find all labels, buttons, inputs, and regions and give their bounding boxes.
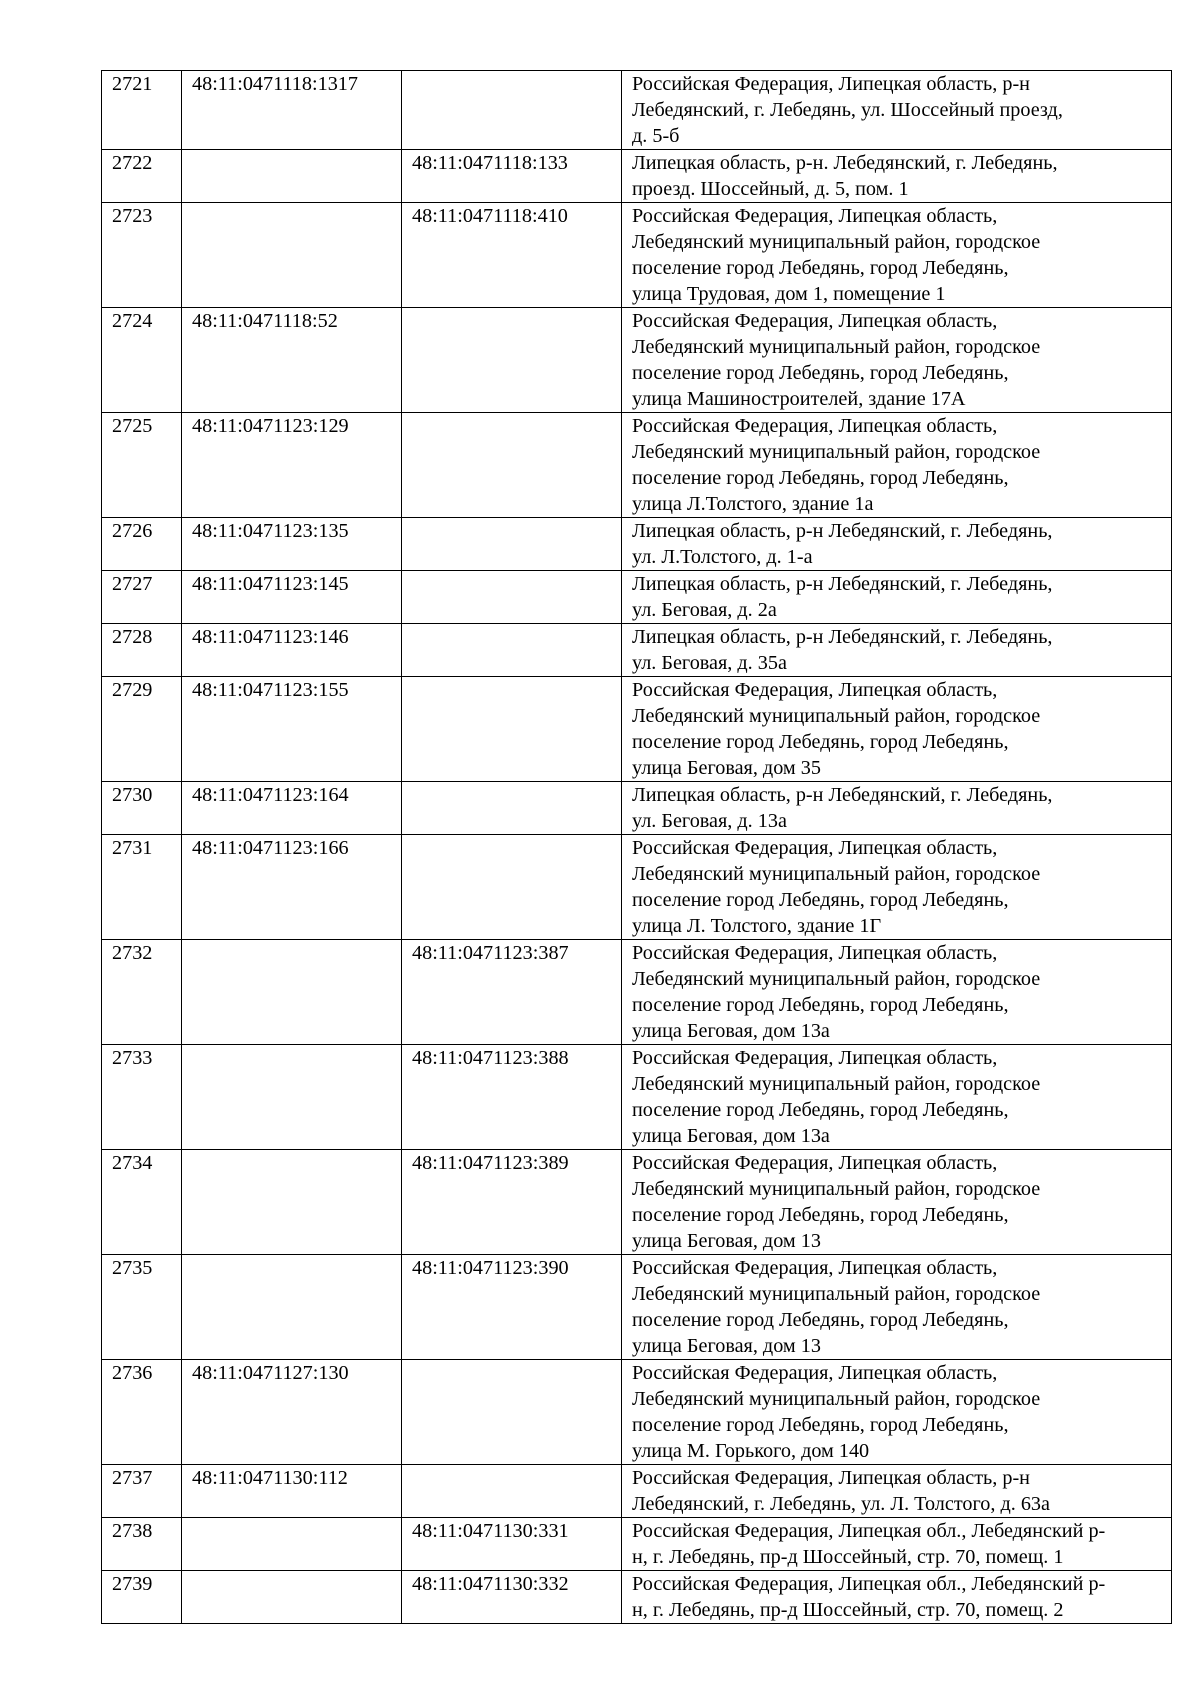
table-row xyxy=(102,203,1172,308)
table-row xyxy=(102,571,1172,624)
address-cell: Российская Федерация, Липецкая область, р-н Лебедянский, г. Лебедянь, ул. Шоссейный проезд, д. 5-б xyxy=(622,71,1172,150)
building-cadastral-number-cell: 48:11:0471130:331 xyxy=(402,1518,622,1571)
table-row xyxy=(102,835,1172,940)
table-row xyxy=(102,1150,1172,1255)
land-cadastral-number-cell xyxy=(182,203,402,308)
building-cadastral-number-cell xyxy=(402,677,622,782)
table-row xyxy=(102,782,1172,835)
row-number-cell: 2735 xyxy=(102,1255,182,1360)
land-cadastral-number-cell xyxy=(182,1255,402,1360)
land-cadastral-number-cell xyxy=(182,940,402,1045)
building-cadastral-number-cell xyxy=(402,835,622,940)
row-number-cell: 2739 xyxy=(102,1571,182,1624)
row-number-cell: 2729 xyxy=(102,677,182,782)
row-number-cell: 2727 xyxy=(102,571,182,624)
address-cell: Российская Федерация, Липецкая область, Лебедянский муниципальный район, городское поселение город Лебедянь, город Лебедянь, улица Л.Толстого, здание 1а xyxy=(622,413,1172,518)
address-cell: Липецкая область, р-н. Лебедянский, г. Лебедянь, проезд. Шоссейный, д. 5, пом. 1 xyxy=(622,150,1172,203)
building-cadastral-number-cell: 48:11:0471123:390 xyxy=(402,1255,622,1360)
row-number-cell: 2730 xyxy=(102,782,182,835)
address-cell: Российская Федерация, Липецкая область, Лебедянский муниципальный район, городское поселение город Лебедянь, город Лебедянь, улица Машиностроителей, здание 17А xyxy=(622,308,1172,413)
table-row xyxy=(102,677,1172,782)
land-cadastral-number-cell: 48:11:0471118:52 xyxy=(182,308,402,413)
row-number-cell: 2728 xyxy=(102,624,182,677)
table-row xyxy=(102,940,1172,1045)
registry-table xyxy=(101,70,1172,1624)
table-row xyxy=(102,518,1172,571)
row-number-cell: 2722 xyxy=(102,150,182,203)
address-cell: Российская Федерация, Липецкая область, Лебедянский муниципальный район, городское поселение город Лебедянь, город Лебедянь, улица Трудовая, дом 1, помещение 1 xyxy=(622,203,1172,308)
building-cadastral-number-cell: 48:11:0471123:389 xyxy=(402,1150,622,1255)
address-cell: Российская Федерация, Липецкая область, Лебедянский муниципальный район, городское поселение город Лебедянь, город Лебедянь, улица Беговая, дом 13 xyxy=(622,1255,1172,1360)
table-row xyxy=(102,1360,1172,1465)
address-cell: Российская Федерация, Липецкая обл., Лебедянский р- н, г. Лебедянь, пр-д Шоссейный, стр. 70, помещ. 1 xyxy=(622,1518,1172,1571)
address-cell: Липецкая область, р-н Лебедянский, г. Лебедянь, ул. Л.Толстого, д. 1-а xyxy=(622,518,1172,571)
address-cell: Липецкая область, р-н Лебедянский, г. Лебедянь, ул. Беговая, д. 2а xyxy=(622,571,1172,624)
building-cadastral-number-cell: 48:11:0471123:388 xyxy=(402,1045,622,1150)
table-row xyxy=(102,1465,1172,1518)
building-cadastral-number-cell xyxy=(402,1465,622,1518)
address-cell: Российская Федерация, Липецкая обл., Лебедянский р- н, г. Лебедянь, пр-д Шоссейный, стр. 70, помещ. 2 xyxy=(622,1571,1172,1624)
land-cadastral-number-cell: 48:11:0471127:130 xyxy=(182,1360,402,1465)
land-cadastral-number-cell: 48:11:0471123:166 xyxy=(182,835,402,940)
building-cadastral-number-cell: 48:11:0471123:387 xyxy=(402,940,622,1045)
row-number-cell: 2731 xyxy=(102,835,182,940)
address-cell: Российская Федерация, Липецкая область, Лебедянский муниципальный район, городское поселение город Лебедянь, город Лебедянь, улица Л. Толстого, здание 1Г xyxy=(622,835,1172,940)
land-cadastral-number-cell xyxy=(182,1045,402,1150)
land-cadastral-number-cell: 48:11:0471118:1317 xyxy=(182,71,402,150)
land-cadastral-number-cell xyxy=(182,1518,402,1571)
row-number-cell: 2733 xyxy=(102,1045,182,1150)
address-cell: Российская Федерация, Липецкая область, Лебедянский муниципальный район, городское поселение город Лебедянь, город Лебедянь, улица Беговая, дом 13а xyxy=(622,940,1172,1045)
building-cadastral-number-cell xyxy=(402,624,622,677)
land-cadastral-number-cell xyxy=(182,1150,402,1255)
building-cadastral-number-cell: 48:11:0471130:332 xyxy=(402,1571,622,1624)
address-cell: Российская Федерация, Липецкая область, Лебедянский муниципальный район, городское поселение город Лебедянь, город Лебедянь, улица Беговая, дом 13а xyxy=(622,1045,1172,1150)
row-number-cell: 2734 xyxy=(102,1150,182,1255)
row-number-cell: 2725 xyxy=(102,413,182,518)
building-cadastral-number-cell xyxy=(402,308,622,413)
row-number-cell: 2736 xyxy=(102,1360,182,1465)
table-row xyxy=(102,624,1172,677)
table-row xyxy=(102,413,1172,518)
row-number-cell: 2732 xyxy=(102,940,182,1045)
table-row xyxy=(102,1518,1172,1571)
row-number-cell: 2723 xyxy=(102,203,182,308)
address-cell: Российская Федерация, Липецкая область, Лебедянский муниципальный район, городское поселение город Лебедянь, город Лебедянь, улица М. Горького, дом 140 xyxy=(622,1360,1172,1465)
address-cell: Липецкая область, р-н Лебедянский, г. Лебедянь, ул. Беговая, д. 35а xyxy=(622,624,1172,677)
land-cadastral-number-cell: 48:11:0471123:155 xyxy=(182,677,402,782)
land-cadastral-number-cell xyxy=(182,1571,402,1624)
address-cell: Российская Федерация, Липецкая область, Лебедянский муниципальный район, городское поселение город Лебедянь, город Лебедянь, улица Беговая, дом 13 xyxy=(622,1150,1172,1255)
row-number-cell: 2724 xyxy=(102,308,182,413)
address-cell: Липецкая область, р-н Лебедянский, г. Лебедянь, ул. Беговая, д. 13а xyxy=(622,782,1172,835)
land-cadastral-number-cell: 48:11:0471123:135 xyxy=(182,518,402,571)
building-cadastral-number-cell xyxy=(402,571,622,624)
table-row xyxy=(102,1255,1172,1360)
table-row xyxy=(102,1571,1172,1624)
land-cadastral-number-cell xyxy=(182,150,402,203)
row-number-cell: 2726 xyxy=(102,518,182,571)
land-cadastral-number-cell: 48:11:0471123:129 xyxy=(182,413,402,518)
building-cadastral-number-cell xyxy=(402,518,622,571)
address-cell: Российская Федерация, Липецкая область, р-н Лебедянский, г. Лебедянь, ул. Л. Толстого, д. 63а xyxy=(622,1465,1172,1518)
row-number-cell: 2721 xyxy=(102,71,182,150)
land-cadastral-number-cell: 48:11:0471123:146 xyxy=(182,624,402,677)
building-cadastral-number-cell: 48:11:0471118:410 xyxy=(402,203,622,308)
table-row xyxy=(102,308,1172,413)
building-cadastral-number-cell xyxy=(402,71,622,150)
table-row xyxy=(102,1045,1172,1150)
table-row xyxy=(102,71,1172,150)
row-number-cell: 2737 xyxy=(102,1465,182,1518)
building-cadastral-number-cell xyxy=(402,1360,622,1465)
building-cadastral-number-cell xyxy=(402,413,622,518)
row-number-cell: 2738 xyxy=(102,1518,182,1571)
building-cadastral-number-cell xyxy=(402,782,622,835)
registry-table-body xyxy=(102,71,1172,1624)
land-cadastral-number-cell: 48:11:0471130:112 xyxy=(182,1465,402,1518)
land-cadastral-number-cell: 48:11:0471123:164 xyxy=(182,782,402,835)
table-row xyxy=(102,150,1172,203)
building-cadastral-number-cell: 48:11:0471118:133 xyxy=(402,150,622,203)
address-cell: Российская Федерация, Липецкая область, Лебедянский муниципальный район, городское поселение город Лебедянь, город Лебедянь, улица Беговая, дом 35 xyxy=(622,677,1172,782)
land-cadastral-number-cell: 48:11:0471123:145 xyxy=(182,571,402,624)
